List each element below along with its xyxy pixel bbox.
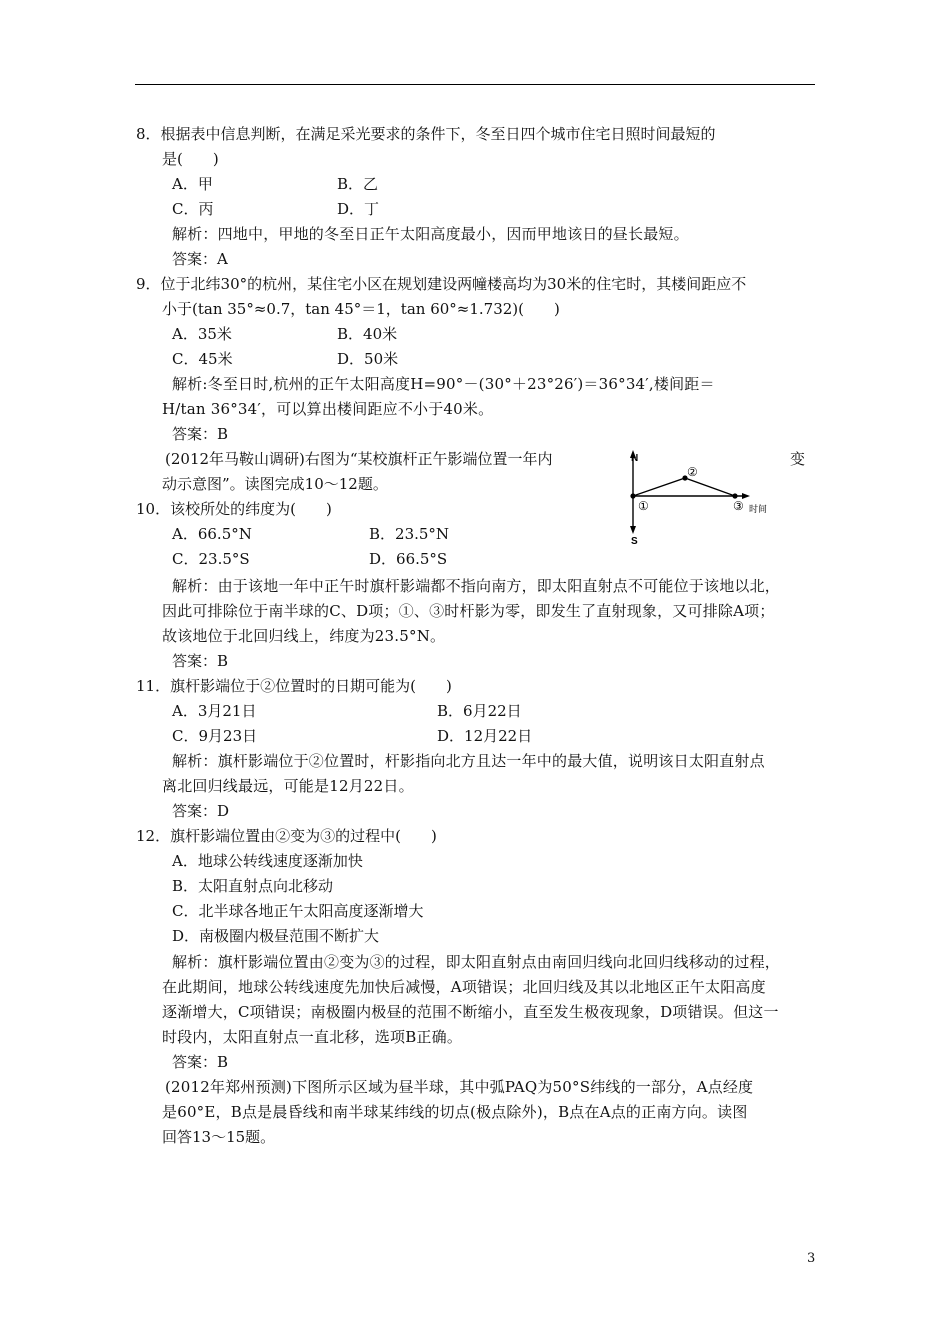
intro-13-15-cont-1: 是60°E，B点是晨昏线和南半球某纬线的切点(极点除外)，B点在A点的正南方向。读图 — [162, 1103, 748, 1121]
label-point-2: ② — [687, 465, 698, 479]
intro-10-12-cont: 动示意图”。读图完成10～12题。 — [162, 475, 388, 493]
q10-analysis-cont-2: 故该地位于北回归线上，纬度为23.5°N。 — [162, 627, 446, 645]
q11-option-a: A．3月21日 — [172, 702, 257, 720]
q11-option-d: D．12月22日 — [437, 727, 533, 745]
q9-option-c: C．45米 — [172, 350, 233, 368]
header-rule — [135, 84, 815, 85]
label-point-1: ① — [638, 499, 649, 513]
q8-option-a: A．甲 — [172, 175, 213, 193]
q9-analysis-cont: H/tan 36°34′，可以算出楼间距应不小于40米。 — [162, 400, 494, 418]
q12-stem: 12．旗杆影端位置由②变为③的过程中( ) — [136, 827, 437, 845]
label-point-3: ③ — [733, 499, 744, 513]
south-label: S — [631, 536, 638, 546]
page-number: 3 — [807, 1251, 816, 1266]
q8-option-b: B．乙 — [337, 175, 379, 193]
q10-option-b: B．23.5°N — [369, 525, 450, 543]
q11-option-b: B．6月22日 — [437, 702, 522, 720]
q8-answer: 答案：A — [172, 250, 228, 268]
intro-10-12: (2012年马鞍山调研)右图为“某校旗杆正午影端位置一年内 — [165, 450, 553, 468]
q8-option-c: C．丙 — [172, 200, 214, 218]
q11-answer: 答案：D — [172, 802, 230, 820]
q8-analysis: 解析：四地中，甲地的冬至日正午太阳高度最小，因而甲地该日的昼长最短。 — [172, 225, 689, 243]
q9-option-d: D．50米 — [337, 350, 399, 368]
north-label: N — [631, 453, 639, 464]
q12-analysis-cont-1: 在此期间，地球公转线速度先加快后减慢，A项错误；北回归线及其以北地区正午太阳高度 — [162, 978, 766, 996]
q9-analysis: 解析:冬至日时,杭州的正午太阳高度H=90°－(30°＋23°26′)＝36°34′,楼间距＝ — [172, 375, 715, 393]
q10-answer: 答案：B — [172, 652, 229, 670]
q12-option-d: D．南极圈内极昼范围不断扩大 — [172, 927, 380, 945]
shadow-diagram — [623, 446, 783, 546]
q8-option-d: D．丁 — [337, 200, 380, 218]
q11-analysis-cont: 离北回归线最远，可能是12月22日。 — [162, 777, 414, 795]
q12-answer: 答案：B — [172, 1053, 229, 1071]
point-3 — [732, 493, 737, 498]
q9-stem: 9．位于北纬30°的杭州，某住宅小区在规划建设两幢楼高均为30米的住宅时，其楼间距应不 — [136, 275, 747, 293]
q10-option-d: D．66.5°S — [369, 550, 448, 568]
q8-stem: 8．根据表中信息判断，在满足采光要求的条件下，冬至日四个城市住宅日照时间最短的 — [136, 125, 716, 143]
time-label: 时间 — [749, 505, 768, 515]
q10-option-a: A．66.5°N — [172, 525, 252, 543]
shadow-path — [633, 478, 735, 496]
q12-analysis: 解析：旗杆影端位置由②变为③的过程，即太阳直射点由南回归线向北回归线移动的过程， — [172, 953, 781, 971]
q11-option-c: C．9月23日 — [172, 727, 258, 745]
q12-option-c: C．北半球各地正午太阳高度逐渐增大 — [172, 902, 424, 920]
q11-analysis: 解析：旗杆影端位于②位置时，杆影指向北方且达一年中的最大值，说明该日太阳直射点 — [172, 752, 765, 770]
q9-answer: 答案：B — [172, 425, 229, 443]
q12-analysis-cont-2: 逐渐增大，C项错误；南极圈内极昼的范围不断缩小，直至发生极夜现象，D项错误。但这一 — [162, 1003, 779, 1021]
intro-13-15: (2012年郑州预测)下图所示区域为昼半球，其中弧PAQ为50°S纬线的一部分，A点经度 — [165, 1078, 754, 1096]
q9-option-b: B．40米 — [337, 325, 398, 343]
south-arrow-icon — [630, 526, 636, 534]
q12-option-b: B．太阳直射点向北移动 — [172, 877, 334, 895]
q10-stem: 10．该校所处的纬度为( ) — [136, 500, 332, 518]
q10-option-c: C．23.5°S — [172, 550, 250, 568]
point-1 — [630, 493, 635, 498]
intro-13-15-cont-2: 回答13～15题。 — [162, 1128, 276, 1146]
q10-analysis: 解析：由于该地一年中正午时旗杆影端都不指向南方，即太阳直射点不可能位于该地以北， — [172, 577, 781, 595]
intro-10-12-tail: 变 — [790, 450, 806, 468]
q9-option-a: A．35米 — [172, 325, 232, 343]
q11-stem: 11．旗杆影端位于②位置时的日期可能为( ) — [136, 677, 452, 695]
q12-option-a: A．地球公转线速度逐渐加快 — [172, 852, 363, 870]
q10-analysis-cont-1: 因此可排除位于南半球的C、D项；①、③时杆影为零，即发生了直射现象，又可排除A项； — [162, 602, 775, 620]
q9-stem-cont: 小于(tan 35°≈0.7，tan 45°＝1，tan 60°≈1.732)( ) — [162, 300, 560, 318]
q12-analysis-cont-3: 时段内，太阳直射点一直北移，选项B正确。 — [162, 1028, 463, 1046]
q8-stem-cont: 是( ) — [162, 150, 219, 168]
